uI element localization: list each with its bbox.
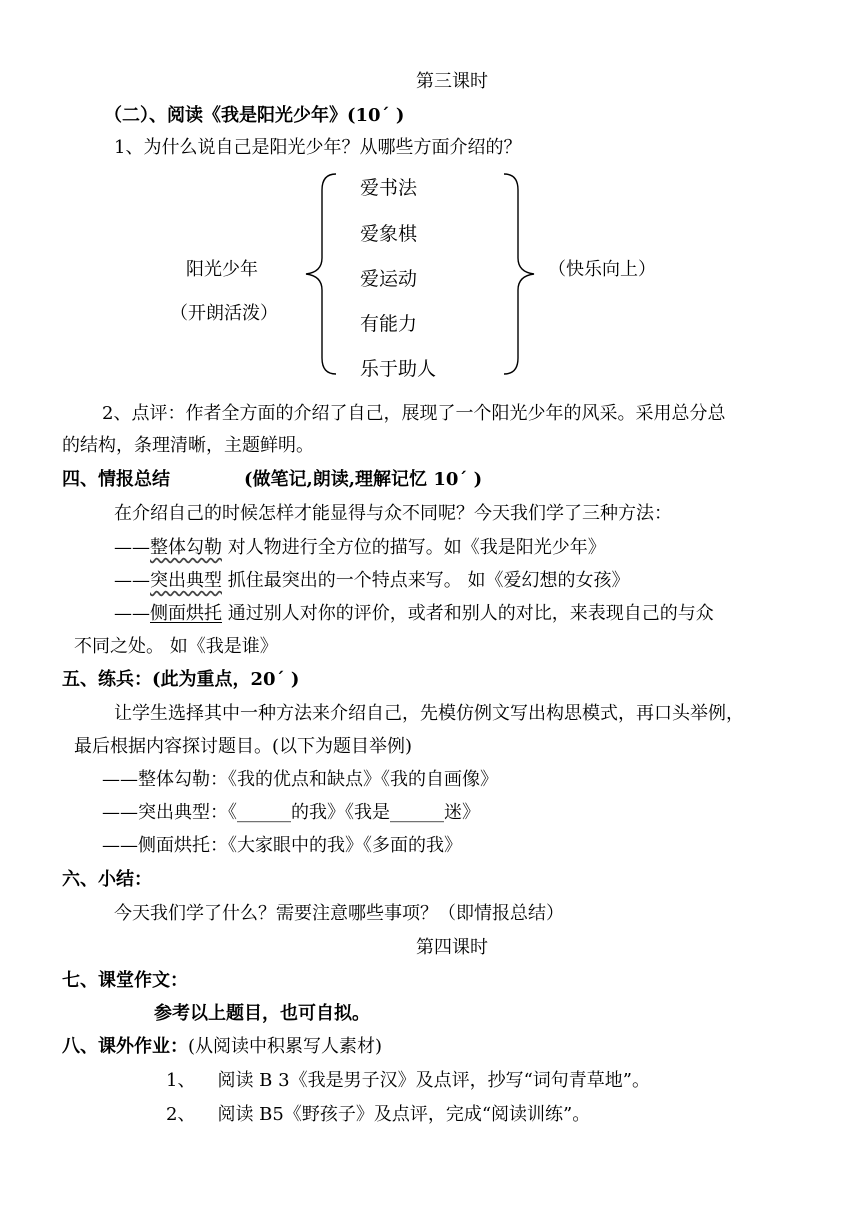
blank-2: ______ (390, 802, 444, 823)
method-3 (114, 602, 714, 626)
diagram-item-2: 爱象棋 (360, 223, 418, 245)
section8-heading-label: 八、课外作业： (62, 1036, 188, 1057)
method-1-dash: —— (114, 537, 150, 558)
example-3: ——侧面烘托：《大家眼中的我》《多面的我》 (102, 835, 462, 856)
section5-line-1: 让学生选择其中一种方法来介绍自己，先模仿例文写出构思模式，再口头举例， (114, 703, 744, 724)
example-2: ——突出典型：《______的我》《我是______迷》 (102, 802, 480, 823)
method-3-dash: —— (114, 603, 150, 624)
method-2 (114, 569, 629, 593)
left-brace (300, 170, 340, 380)
comment-line-2: 的结构，条理清晰，主题鲜明。 (62, 435, 314, 456)
lesson4-title: 第四课时 (416, 937, 488, 958)
reading-heading: （二）、阅读《我是阳光少年》(10´ ) (104, 105, 405, 126)
diagram-item-1: 爱书法 (360, 177, 418, 199)
method-3-term: 侧面烘托 (150, 603, 222, 624)
section4-note: (做笔记,朗读,理解记忆 10´ ) (244, 469, 483, 490)
method-3-continued: 不同之处。 如《我是谁》 (74, 636, 278, 657)
section4-heading: 四、情报总结 (62, 469, 170, 490)
section5-heading: 五、练兵：(此为重点，20´ ) (62, 669, 300, 690)
section5-line-2: 最后根据内容探讨题目。(以下为题目举例) (74, 736, 413, 757)
section6-text: 今天我们学了什么？需要注意哪些事项？（即情报总结） (114, 903, 564, 924)
homework-item-2: 2、 阅读 B5《野孩子》及点评，完成“阅读训练”。 (166, 1104, 591, 1125)
reading-question-1: 1、为什么说自己是阳光少年？从哪些方面介绍的？ (114, 137, 522, 158)
example-1: ——整体勾勒：《我的优点和缺点》《我的自画像》 (102, 769, 498, 790)
section7-text: 参考以上题目，也可自拟。 (154, 1003, 370, 1024)
diagram-right-label: （快乐向上） (548, 259, 656, 280)
diagram-item-5: 乐于助人 (360, 358, 437, 380)
method-2-dash: —— (114, 570, 150, 591)
section8-heading (62, 1035, 382, 1059)
comment-line-1: 2、点评：作者全方面的介绍了自己，展现了一个阳光少年的风采。采用总分总 (102, 403, 726, 424)
section4-intro: 在介绍自己的时候怎样才能显得与众不同呢？今天我们学了三种方法： (114, 503, 672, 524)
method-1-term: 整体勾勒 (150, 537, 222, 558)
section6-heading: 六、小结： (62, 869, 152, 890)
method-2-term: 突出典型 (150, 570, 222, 591)
homework-item-1: 1、 阅读 B 3《我是男子汉》及点评，抄写“词句青草地”。 (166, 1070, 650, 1091)
method-3-desc: 通过别人对你的评价，或者和别人的对比，来表现自己的与众 (222, 603, 714, 624)
method-1 (114, 536, 606, 560)
diagram-left-main: 阳光少年 (186, 259, 258, 280)
diagram-item-3: 爱运动 (360, 268, 418, 290)
section8-heading-note: (从阅读中积累写人素材) (188, 1036, 383, 1057)
blank-1: ______ (237, 802, 291, 823)
diagram-left-sub: （开朗活泼） (170, 303, 278, 324)
section7-heading: 七、课堂作文： (62, 970, 188, 991)
right-brace (500, 170, 540, 380)
lesson3-title: 第三课时 (416, 71, 488, 92)
diagram-item-4: 有能力 (360, 313, 418, 335)
method-2-desc: 抓住最突出的一个特点来写。 如《爱幻想的女孩》 (222, 570, 630, 591)
method-1-desc: 对人物进行全方位的描写。如《我是阳光少年》 (222, 537, 606, 558)
